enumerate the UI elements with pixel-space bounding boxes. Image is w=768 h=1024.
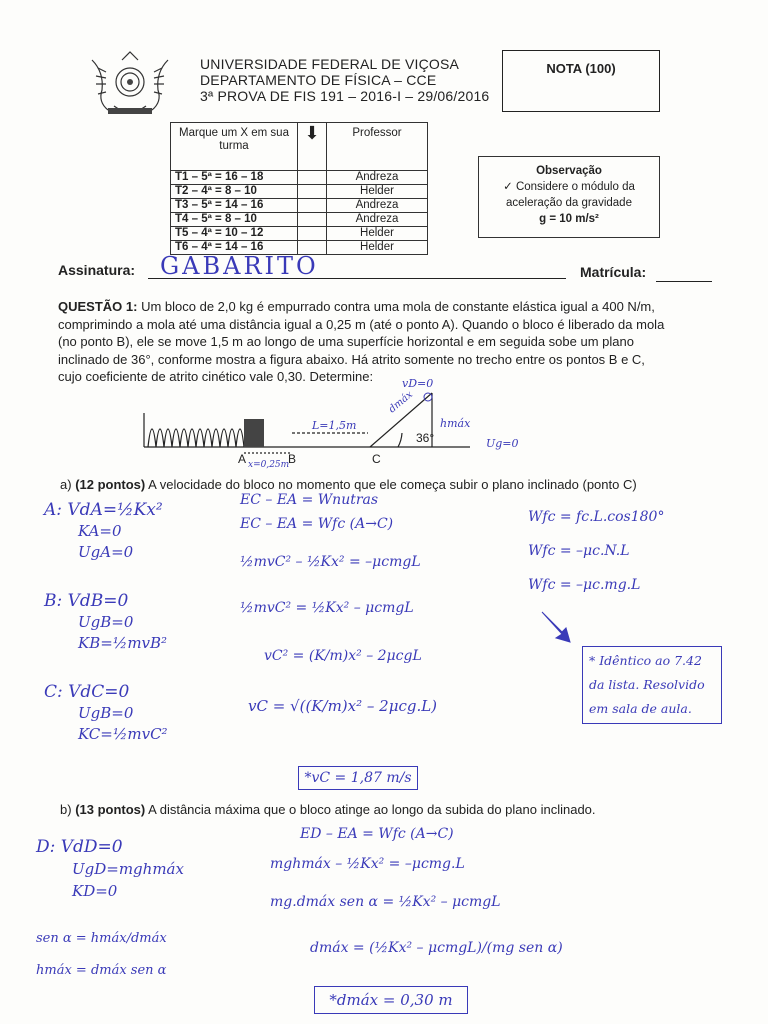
spring-incline-figure xyxy=(140,375,560,470)
observation-line: ✓ Considere o módulo da xyxy=(503,181,635,193)
observation-box xyxy=(478,156,660,238)
class-mark-cell[interactable] xyxy=(298,185,327,199)
header-title-block xyxy=(200,56,489,104)
class-row xyxy=(171,185,428,199)
registration-label: Matrícula: xyxy=(580,264,647,280)
answer-a-box: *vC = 1,87 m/s xyxy=(298,766,418,790)
item-a-left-solution: A: VdA=½Kx² KA=0 UgA=0 B: VdB=0 UgB=0 KB=½mvB² C: VdC=0 UgB=0 KC=½mvC² xyxy=(44,500,168,743)
professor-name: Andreza xyxy=(327,199,428,213)
dmax-annotation: dmáx xyxy=(386,389,415,416)
class-row xyxy=(171,171,428,185)
class-col-header: Marque um X em sua turma xyxy=(171,123,298,171)
point-a-label: A xyxy=(238,452,247,466)
class-schedule: T2 – 4ª = 8 – 10 xyxy=(171,185,298,199)
department-name: DEPARTAMENTO DE FÍSICA – CCE xyxy=(200,72,437,88)
angle-label: 36° xyxy=(416,431,435,445)
item-b-center-solution: ED – EA = Wfc (A→C) mghmáx – ½Kx² = –μcmg.L mg.dmáx sen α = ½Kx² – μcmgL dmáx = (½Kx² – μcmgL)/(mg sen α) xyxy=(270,826,563,956)
ufv-seal-logo xyxy=(84,50,176,120)
grade-box[interactable] xyxy=(502,50,660,112)
professor-name: Helder xyxy=(327,185,428,199)
class-schedule: T6 – 4ª = 14 – 16 xyxy=(171,241,298,255)
professor-name: Helder xyxy=(327,241,428,255)
class-schedule: T4 – 5ª = 8 – 10 xyxy=(171,213,298,227)
professor-name: Andreza xyxy=(327,171,428,185)
answer-b-box: *dmáx = 0,30 m xyxy=(314,986,468,1014)
question-1-statement: QUESTÃO 1: Um bloco de 2,0 kg é empurrado contra uma mola de constante elástica igual a 400 N/m, comprimindo a mola até uma distância igual a 0,25 m (até o ponto A). Quando o bloco é liberado da mola (no ponto B), ele se move 1,5 m ao longo de uma superfície horizontal e em seguida sobe um plano inclinado de 36°, conforme mostra a figura abaixo. Há atrito somente no trecho entre os pontos B e C, cujo coeficiente de atrito cinético vale 0,30. Determine: xyxy=(58,299,665,385)
reference-note-box: * Idêntico ao 7.42 da lista. Resolvido em sala de aula. xyxy=(582,646,722,724)
observation-line: aceleração da gravidade xyxy=(506,197,632,209)
class-mark-cell[interactable] xyxy=(298,171,327,185)
signature-value: GABARITO xyxy=(160,252,319,280)
vd-annotation: vD=0 xyxy=(402,377,434,390)
question-1-title: QUESTÃO 1: xyxy=(58,299,138,314)
item-a-right-solution: Wfc = fc.L.cos180° Wfc = –μc.N.L Wfc = –μc.mg.L xyxy=(528,509,665,593)
item-b-statement: b) (13 pontos) A distância máxima que o bloco atinge ao longo da subida do plano inclinado. xyxy=(60,802,596,817)
class-schedule: T3 – 5ª = 14 – 16 xyxy=(171,199,298,213)
gravity-value: g = 10 m/s² xyxy=(539,213,599,225)
registration-field[interactable] xyxy=(656,281,712,282)
point-b-label: B xyxy=(288,452,297,466)
class-row xyxy=(171,213,428,227)
grade-label: NOTA (100) xyxy=(546,61,616,76)
class-row xyxy=(171,199,428,213)
professor-name: Helder xyxy=(327,227,428,241)
arrow-annotation-icon xyxy=(536,608,576,644)
class-table xyxy=(170,122,428,255)
arrow-down-icon: ⬇ xyxy=(298,123,327,171)
compression-annotation: x=0,25m xyxy=(248,460,290,470)
professor-name: Andreza xyxy=(327,213,428,227)
observation-title: Observação xyxy=(536,165,602,177)
signature-label: Assinatura: xyxy=(58,262,136,278)
professor-col-header: Professor xyxy=(327,123,428,171)
class-mark-cell[interactable] xyxy=(298,227,327,241)
exam-line: 3ª PROVA DE FIS 191 – 2016-I – 29/06/2016 xyxy=(200,88,490,104)
class-mark-cell[interactable] xyxy=(298,199,327,213)
length-annotation: L=1,5m xyxy=(312,419,357,432)
hmax-annotation: hmáx xyxy=(440,417,471,430)
class-mark-cell[interactable] xyxy=(298,213,327,227)
item-a-center-solution: EC – EA = Wnutras EC – EA = Wfc (A→C) ½mvC² – ½Kx² = –μcmgL ½mvC² = ½Kx² – μcmgL vC² = (K/m)x² – 2μcgL vC = √((K/m)x² – 2μcg.L) xyxy=(240,492,438,715)
class-row xyxy=(171,227,428,241)
point-c-label: C xyxy=(372,452,381,466)
ug-annotation: Ug=0 xyxy=(486,437,519,450)
item-b-left-solution: D: VdD=0 UgD=mghmáx KD=0 sen α = hmáx/dmáx hmáx = dmáx sen α xyxy=(36,837,184,978)
university-name: UNIVERSIDADE FEDERAL DE VIÇOSA xyxy=(200,56,460,72)
class-schedule: T1 – 5ª = 16 – 18 xyxy=(171,171,298,185)
class-schedule: T5 – 4ª = 10 – 12 xyxy=(171,227,298,241)
item-a-statement: a) (12 pontos) A velocidade do bloco no momento que ele começa subir o plano inclinado (ponto C) xyxy=(60,477,637,492)
